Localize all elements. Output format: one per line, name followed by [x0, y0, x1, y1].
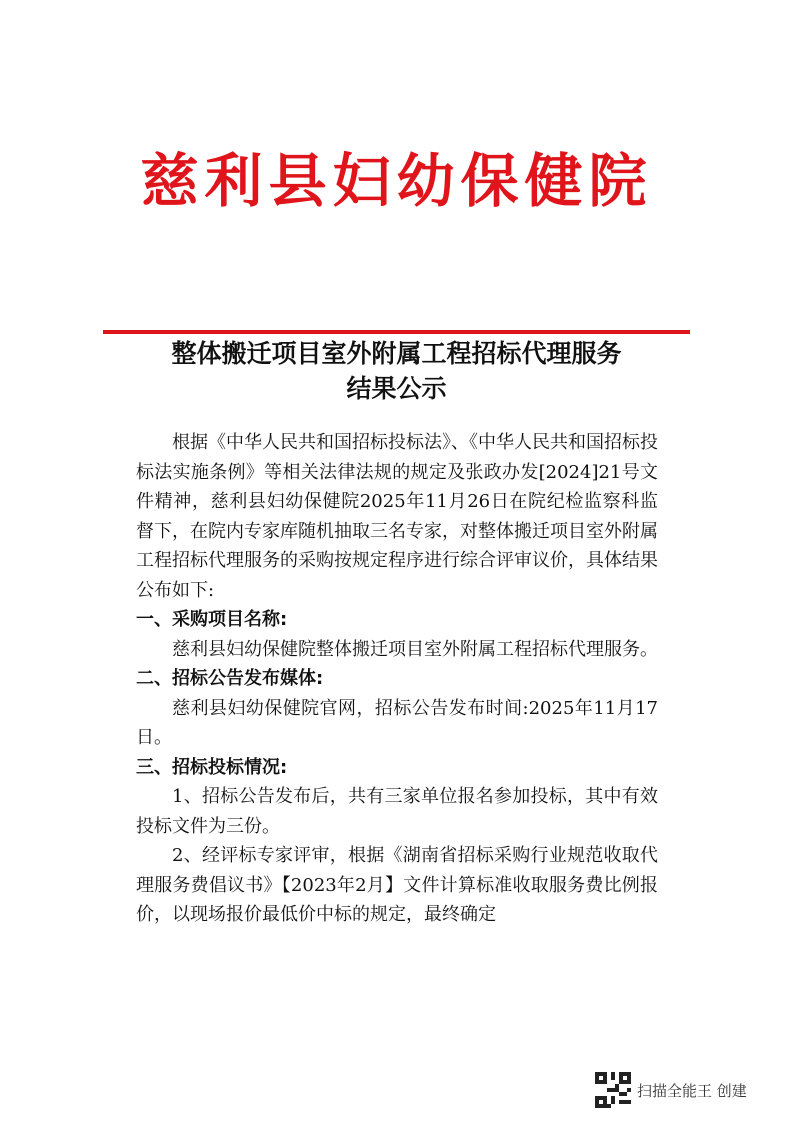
- section3-heading: 三、招标投标情况:: [136, 756, 288, 778]
- qr-code-icon: [595, 1072, 631, 1108]
- document-title-line2: 结果公示: [346, 374, 447, 403]
- section3-item1: 1、招标公告发布后，共有三家单位报名参加投标，其中有效投标文件为三份。: [136, 786, 658, 837]
- section2-text: 慈利县妇幼保健院官网，招标公告发布时间:2025年11月17日。: [136, 697, 658, 748]
- section1-heading: 一、采购项目名称:: [136, 609, 288, 630]
- document-title-line1: 整体搬迁项目室外附属工程招标代理服务: [171, 339, 622, 368]
- scanner-watermark: [595, 1070, 747, 1110]
- document-body: [136, 428, 658, 930]
- section3-item2: 2、经评标专家评审，根据《湖南省招标采购行业规范收取代理服务费倡议书》【2023年2月】文件计算标准收取服务费比例报价，以现场报价最低价中标的规定，最终确定: [136, 845, 658, 925]
- document-title: [0, 336, 793, 406]
- intro-paragraph: 根据《中华人民共和国招标投标法》、《中华人民共和国招标投标法实施条例》等相关法律法规的规定及张政办发[2024]21号文件精神，慈利县妇幼保健院2025年11月26日在院纪检监察科监督下，在院内专家库随机抽取三名专家，对整体搬迁项目室外附属工程招标代理服务的采购按规定程序进行综合评审议价，具体结果公布如下:: [136, 432, 658, 601]
- section2-heading: 二、招标公告发布媒体:: [136, 668, 324, 689]
- red-divider-line: [103, 330, 690, 334]
- section1-text: 慈利县妇幼保健院整体搬迁项目室外附属工程招标代理服务。: [172, 638, 658, 660]
- scanner-label: 扫描全能王 创建: [637, 1081, 747, 1100]
- org-name-header: 慈利县妇幼保健院: [140, 147, 653, 215]
